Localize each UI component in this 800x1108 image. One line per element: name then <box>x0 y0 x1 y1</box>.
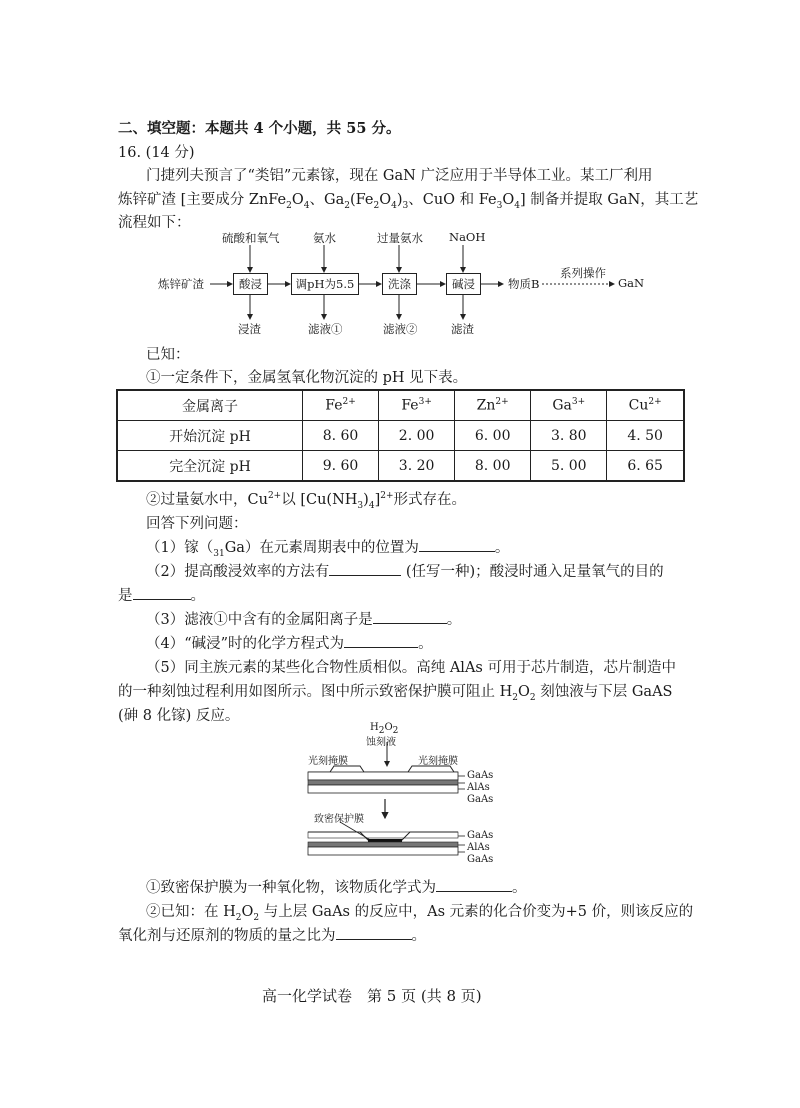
text: 与上层 GaAs 的反应中，As 元素的化合价变为+5 价，则该反应的 <box>259 904 694 920</box>
question-5-line3: (砷 8 化镓) 反应。 <box>118 708 240 724</box>
question-4 <box>146 632 433 653</box>
table-cell: 2. 00 <box>379 421 455 451</box>
text: 31 <box>213 548 225 559</box>
text: O <box>379 192 392 208</box>
reagent-3: 过量氨水 <box>377 231 423 245</box>
mask-right-label: 光刻掩膜 <box>418 756 458 767</box>
text: O <box>502 192 515 208</box>
ion-charge: 3+ <box>418 397 432 408</box>
ion-symbol: Fe <box>401 397 419 414</box>
substance-b: 物质B <box>508 277 540 291</box>
text: ] <box>374 492 381 508</box>
answer-blank[interactable] <box>344 635 418 648</box>
text: 、Ga <box>309 192 345 208</box>
ion-charge: 3+ <box>571 397 586 408</box>
ion-charge: 2+ <box>648 397 662 408</box>
layer-label: GaAs <box>467 830 494 841</box>
text: 2 <box>253 912 260 923</box>
question-2 <box>146 560 664 581</box>
question-5-line2 <box>118 680 672 703</box>
table-header: 金属离子 <box>117 390 303 421</box>
text: Ga）在元素周期表中的位置为 <box>224 540 419 556</box>
table-cell: 3. 20 <box>379 451 455 482</box>
text: 2 <box>235 912 242 923</box>
text: 2 <box>529 692 536 703</box>
table-cell: 3. 80 <box>531 421 607 451</box>
text: 。 <box>512 880 527 896</box>
text: (Fe <box>349 192 374 208</box>
table-cell: 5. 00 <box>531 451 607 482</box>
ion-cell <box>455 390 531 421</box>
reagent-2: 氨水 <box>313 231 336 245</box>
text: （3）滤液①中含有的金属阳离子是 <box>146 612 373 628</box>
text: 2+ <box>380 491 394 502</box>
text: 。 <box>418 636 433 652</box>
table-row <box>117 421 684 451</box>
answer-blank[interactable] <box>436 879 512 892</box>
precipitation-ph-table <box>116 389 685 482</box>
question-5-2 <box>146 900 693 923</box>
answer-prompt: 回答下列问题： <box>146 516 248 532</box>
text: （1）镓（ <box>146 540 214 556</box>
ion-cell <box>607 390 684 421</box>
text: 。 <box>190 588 205 604</box>
flow-start: 炼锌矿渣 <box>158 277 204 291</box>
text: 以 [Cu(NH <box>281 492 358 508</box>
intro-line-3: 流程如下： <box>118 215 191 231</box>
text: 刻蚀液与下层 GaAS <box>535 684 673 700</box>
text: 。 <box>411 928 426 944</box>
text: （4）“碱浸”时的化学方程式为 <box>146 636 345 652</box>
layer-label: AlAs <box>467 842 490 853</box>
mask-left-label: 光刻掩膜 <box>308 756 348 767</box>
etching-diagram <box>300 722 500 868</box>
question-2-cont <box>118 584 205 605</box>
layer-label: AlAs <box>467 782 490 793</box>
product-2: 滤液① <box>308 322 343 336</box>
answer-blank[interactable] <box>373 611 447 624</box>
text: 4 <box>368 500 375 511</box>
text: O <box>518 684 530 700</box>
question-3 <box>146 608 461 629</box>
ion-symbol: Ga <box>552 397 572 414</box>
text: 。 <box>494 540 510 556</box>
step-adjust-ph: 调pH为5.5 <box>291 273 359 295</box>
reagent-4: NaOH <box>449 230 486 244</box>
text: 3 <box>357 500 364 511</box>
text: 的一种刻蚀过程利用如图所示。图中所示致密保护膜可阻止 H <box>118 684 513 700</box>
series-ops: 系列操作 <box>560 266 606 280</box>
etchant-label: 蚀刻液 <box>366 737 396 748</box>
answer-blank[interactable] <box>329 563 401 576</box>
table-row <box>117 451 684 482</box>
answer-blank[interactable] <box>336 927 412 940</box>
text: ②已知：在 H <box>146 904 236 920</box>
ion-cell <box>379 390 455 421</box>
question-5-line1: （5）同主族元素的某些化合物性质相似。高纯 AlAs 可用于芯片制造，芯片制造中 <box>146 660 676 676</box>
question-1 <box>146 536 509 559</box>
question-number: 16. (14 分) <box>118 145 195 161</box>
text: ) <box>363 492 369 508</box>
product-4: 滤渣 <box>451 322 474 336</box>
known-1: ①一定条件下，金属氢氧化物沉淀的 pH 见下表。 <box>146 370 468 386</box>
text: 形式存在。 <box>393 492 467 508</box>
layer-label: GaAs <box>467 854 494 865</box>
ion-symbol: Zn <box>476 397 496 414</box>
process-flowchart <box>158 228 658 340</box>
text: 2+ <box>267 491 282 502</box>
text: ) <box>396 192 403 208</box>
ion-symbol: Fe <box>325 397 343 414</box>
text: O <box>241 904 254 920</box>
step-acid-leach: 酸浸 <box>233 273 268 295</box>
table-cell: 9. 60 <box>303 451 379 482</box>
page-footer: 高一化学试卷 第 5 页 (共 8 页) <box>262 987 482 1005</box>
text: 2 <box>512 692 518 703</box>
text: O <box>291 192 304 208</box>
step-wash: 洗涤 <box>382 273 417 295</box>
text: 是 <box>118 588 133 604</box>
text: O <box>384 722 393 733</box>
row-label: 完全沉淀 pH <box>117 451 303 482</box>
table-cell: 8. 00 <box>455 451 531 482</box>
question-5-1 <box>146 876 527 897</box>
answer-blank[interactable] <box>133 587 191 600</box>
product-3: 滤液② <box>383 322 418 336</box>
text: 氧化剂与还原剂的物质的量之比为 <box>118 928 336 944</box>
row-label: 开始沉淀 pH <box>117 421 303 451</box>
answer-blank[interactable] <box>419 539 495 552</box>
reagent-1: 硫酸和氧气 <box>222 231 280 245</box>
table-cell: 4. 50 <box>607 421 684 451</box>
table-cell: 6. 65 <box>607 451 684 482</box>
text: 、CuO 和 Fe <box>408 192 497 208</box>
known-2 <box>146 488 466 511</box>
text: ] 制备并提取 GaN，其工艺 <box>520 192 699 208</box>
ion-charge: 2+ <box>495 397 509 408</box>
text: ①致密保护膜为一种氧化物，该物质化学式为 <box>146 880 436 896</box>
layer-label: GaAs <box>467 794 494 805</box>
protective-film-label: 致密保护膜 <box>314 814 364 825</box>
product-gan: GaN <box>618 276 645 290</box>
question-5-2-cont <box>118 924 426 945</box>
table-cell: 8. 60 <box>303 421 379 451</box>
text: 2 <box>392 726 399 736</box>
intro-line-1: 门捷列夫预言了“类铝”元素镓，现在 GaN 广泛应用于半导体工业。某工厂利用 <box>146 168 653 184</box>
ion-cell <box>303 390 379 421</box>
table-cell: 6. 00 <box>455 421 531 451</box>
text: ②过量氨水中，Cu <box>146 492 268 508</box>
text: (任写一种)；酸浸时通入足量氧气的目的 <box>405 564 664 580</box>
layer-label: GaAs <box>467 770 494 781</box>
intro-line-2: 炼锌矿渣 [主要成分 $ZnFe_2O_4$、$Ga_2(Fe_2O_4)_3$、CuO 和 $Fe_3O_4$] 制备并提取 GaN，其工艺 <box>118 192 699 211</box>
text: 。 <box>446 612 462 628</box>
text: 炼锌矿渣 [主要成分 ZnFe <box>118 192 287 208</box>
step-alkali-leach: 碱浸 <box>446 273 481 295</box>
ion-charge: 2+ <box>342 397 356 408</box>
text: （2）提高酸浸效率的方法有 <box>146 564 330 580</box>
ion-cell <box>531 390 607 421</box>
text: 2 <box>378 726 385 736</box>
text: H <box>370 722 379 733</box>
ion-symbol: Cu <box>628 397 649 414</box>
section-heading: 二、填空题：本题共 4 个小题，共 55 分。 <box>118 120 401 137</box>
table-header-row <box>117 390 684 421</box>
known-label: 已知： <box>146 347 190 363</box>
product-1: 浸渣 <box>238 322 261 336</box>
